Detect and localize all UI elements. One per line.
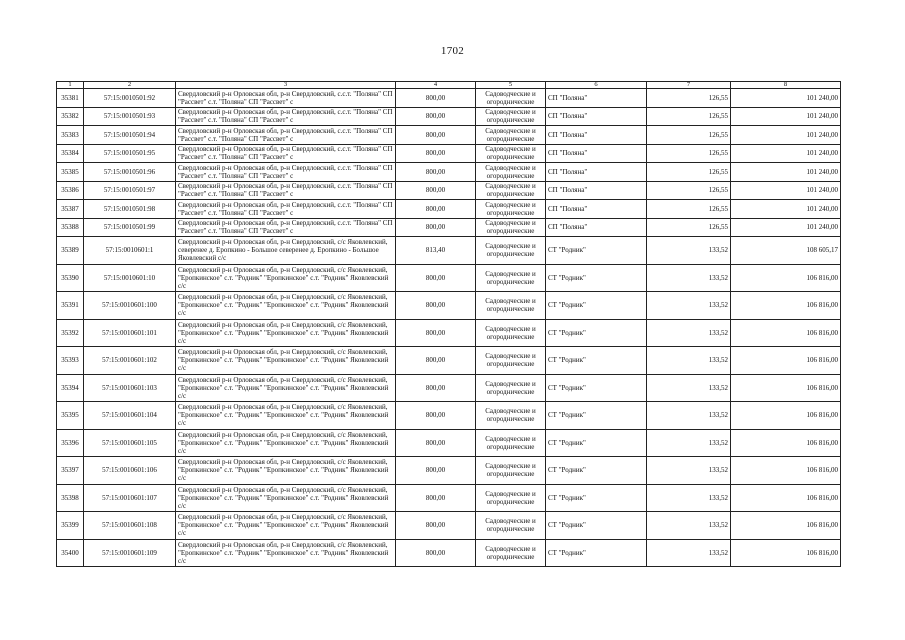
cadastral-value: 106 816,00: [731, 347, 841, 375]
land-use: Садоводческие и огороднические: [476, 539, 546, 567]
parcel-number: 35400: [57, 539, 84, 567]
cadastral-value: 101 240,00: [731, 107, 841, 126]
specific-cadastral-value: 133,52: [647, 484, 731, 512]
organization-name: СТ "Родник": [546, 264, 647, 292]
organization-name: СП "Поляна": [546, 126, 647, 145]
parcel-number: 35393: [57, 347, 84, 375]
cadastral-number: 57:15:0010501:93: [84, 107, 176, 126]
parcel-area: 800,00: [396, 292, 476, 320]
land-use: Садоводческие и огороднические: [476, 163, 546, 182]
cadastral-value: 106 816,00: [731, 457, 841, 485]
table-row: [57, 374, 841, 402]
specific-cadastral-value: 133,52: [647, 374, 731, 402]
parcel-address: Свердловский р-н Орловская обл, р-н Свердловский, с/с Яковлевский, "Еропкинское" с.т. "Родник" "Еропкинское" с.т. "Родник" Яковлевский с/с: [176, 402, 396, 430]
organization-name: СП "Поляна": [546, 144, 647, 163]
cadastral-number: 57:15:0010601:101: [84, 319, 176, 347]
parcel-address: Свердловский р-н Орловская обл, р-н Свердловский, с/с Яковлевский, "Еропкинское" с.т. "Родник" "Еропкинское" с.т. "Родник" Яковлевский с/с: [176, 539, 396, 567]
parcel-number: 35386: [57, 181, 84, 200]
cadastral-number: 57:15:0010501:95: [84, 144, 176, 163]
cadastral-number: 57:15:0010501:97: [84, 181, 176, 200]
land-use: Садоводческие и огороднические: [476, 218, 546, 237]
parcel-number: 35395: [57, 402, 84, 430]
cadastral-value: 101 240,00: [731, 144, 841, 163]
cadastral-value: 106 816,00: [731, 264, 841, 292]
parcel-area: 800,00: [396, 539, 476, 567]
cadastral-value: 101 240,00: [731, 218, 841, 237]
parcel-number: 35384: [57, 144, 84, 163]
parcel-area: 800,00: [396, 218, 476, 237]
specific-cadastral-value: 133,52: [647, 539, 731, 567]
parcel-number: 35390: [57, 264, 84, 292]
parcel-address: Свердловский р-н Орловская обл, р-н Свердловский, с.с.т. "Поляна" СП "Рассвет" с.т. "Поляна" СП "Рассвет" с: [176, 163, 396, 182]
cadastral-value: 101 240,00: [731, 181, 841, 200]
organization-name: СТ "Родник": [546, 319, 647, 347]
parcel-area: 800,00: [396, 374, 476, 402]
column-number: 7: [647, 82, 731, 89]
land-registry-table: [56, 81, 841, 567]
cadastral-number: 57:15:0010501:94: [84, 126, 176, 145]
parcel-address: Свердловский р-н Орловская обл, р-н Свердловский, с.с.т. "Поляна" СП "Рассвет" с.т. "Поляна" СП "Рассвет" с: [176, 89, 396, 108]
land-use: Садоводческие и огороднические: [476, 374, 546, 402]
cadastral-value: 106 816,00: [731, 402, 841, 430]
land-use: Садоводческие и огороднические: [476, 484, 546, 512]
parcel-area: 800,00: [396, 457, 476, 485]
table-row: [57, 512, 841, 540]
organization-name: СП "Поляна": [546, 181, 647, 200]
table-row: [57, 484, 841, 512]
cadastral-number: 57:15:0010601:109: [84, 539, 176, 567]
parcel-number: 35399: [57, 512, 84, 540]
cadastral-value: 106 816,00: [731, 484, 841, 512]
parcel-address: Свердловский р-н Орловская обл, р-н Свердловский, с.с.т. "Поляна" СП "Рассвет" с.т. "Поляна" СП "Рассвет" с: [176, 181, 396, 200]
parcel-area: 800,00: [396, 512, 476, 540]
parcel-area: 800,00: [396, 264, 476, 292]
parcel-area: 800,00: [396, 200, 476, 219]
organization-name: СТ "Родник": [546, 402, 647, 430]
specific-cadastral-value: 126,55: [647, 126, 731, 145]
table-row: [57, 292, 841, 320]
specific-cadastral-value: 133,52: [647, 264, 731, 292]
specific-cadastral-value: 133,52: [647, 429, 731, 457]
table-row: [57, 218, 841, 237]
land-use: Садоводческие и огороднические: [476, 181, 546, 200]
parcel-address: Свердловский р-н Орловская обл, р-н Свердловский, с.с.т. "Поляна" СП "Рассвет" с.т. "Поляна" СП "Рассвет" с: [176, 144, 396, 163]
parcel-number: 35385: [57, 163, 84, 182]
cadastral-value: 106 816,00: [731, 319, 841, 347]
table-row: [57, 107, 841, 126]
parcel-number: 35397: [57, 457, 84, 485]
land-use: Садоводческие и огороднические: [476, 512, 546, 540]
parcel-address: Свердловский р-н Орловская обл, р-н Свердловский, с.с.т. "Поляна" СП "Рассвет" с.т. "Поляна" СП "Рассвет" с: [176, 218, 396, 237]
parcel-number: 35389: [57, 237, 84, 265]
organization-name: СТ "Родник": [546, 484, 647, 512]
organization-name: СП "Поляна": [546, 163, 647, 182]
organization-name: СТ "Родник": [546, 374, 647, 402]
cadastral-value: 106 816,00: [731, 374, 841, 402]
cadastral-number: 57:15:0010501:92: [84, 89, 176, 108]
cadastral-value: 101 240,00: [731, 163, 841, 182]
specific-cadastral-value: 126,55: [647, 181, 731, 200]
land-use: Садоводческие и огороднические: [476, 457, 546, 485]
cadastral-value: 108 605,17: [731, 237, 841, 265]
specific-cadastral-value: 133,52: [647, 402, 731, 430]
cadastral-number: 57:15:0010601:106: [84, 457, 176, 485]
column-number: 1: [57, 82, 84, 89]
table-row: [57, 429, 841, 457]
specific-cadastral-value: 126,55: [647, 89, 731, 108]
land-use: Садоводческие и огороднические: [476, 402, 546, 430]
parcel-address: Свердловский р-н Орловская обл, р-н Свердловский, с.с.т. "Поляна" СП "Рассвет" с.т. "Поляна" СП "Рассвет" с: [176, 200, 396, 219]
organization-name: СТ "Родник": [546, 539, 647, 567]
land-use: Садоводческие и огороднические: [476, 89, 546, 108]
land-use: Садоводческие и огороднические: [476, 347, 546, 375]
table-row: [57, 144, 841, 163]
cadastral-number: 57:15:0010601:108: [84, 512, 176, 540]
parcel-address: Свердловский р-н Орловская обл, р-н Свердловский, с/с Яковлевский, "Еропкинское" с.т. "Родник" "Еропкинское" с.т. "Родник" Яковлевский с/с: [176, 374, 396, 402]
table-row: [57, 457, 841, 485]
specific-cadastral-value: 126,55: [647, 144, 731, 163]
parcel-address: Свердловский р-н Орловская обл, р-н Свердловский, с/с Яковлевский, "Еропкинское" с.т. "Родник" "Еропкинское" с.т. "Родник" Яковлевский с/с: [176, 347, 396, 375]
cadastral-value: 101 240,00: [731, 200, 841, 219]
specific-cadastral-value: 126,55: [647, 107, 731, 126]
parcel-address: Свердловский р-н Орловская обл, р-н Свердловский, с/с Яковлевский, "Еропкинское" с.т. "Родник" "Еропкинское" с.т. "Родник" Яковлевский с/с: [176, 319, 396, 347]
parcel-number: 35391: [57, 292, 84, 320]
parcel-number: 35396: [57, 429, 84, 457]
organization-name: СП "Поляна": [546, 218, 647, 237]
cadastral-value: 101 240,00: [731, 126, 841, 145]
cadastral-number: 57:15:0010601:105: [84, 429, 176, 457]
column-number: 6: [546, 82, 647, 89]
parcel-area: 800,00: [396, 429, 476, 457]
parcel-address: Свердловский р-н Орловская обл, р-н Свердловский, с/с Яковлевский, "Еропкинское" с.т. "Родник" "Еропкинское" с.т. "Родник" Яковлевский с/с: [176, 292, 396, 320]
column-number: 4: [396, 82, 476, 89]
parcel-number: 35382: [57, 107, 84, 126]
table-row: [57, 539, 841, 567]
cadastral-number: 57:15:0010601:10: [84, 264, 176, 292]
cadastral-number: 57:15:0010601:1: [84, 237, 176, 265]
organization-name: СП "Поляна": [546, 200, 647, 219]
parcel-address: Свердловский р-н Орловская обл, р-н Свердловский, с/с Яковлевский, "Еропкинское" с.т. "Родник" "Еропкинское" с.т. "Родник" Яковлевский с/с: [176, 457, 396, 485]
cadastral-number: 57:15:0010601:100: [84, 292, 176, 320]
specific-cadastral-value: 133,52: [647, 292, 731, 320]
land-use: Садоводческие и огороднические: [476, 200, 546, 219]
cadastral-value: 106 816,00: [731, 512, 841, 540]
parcel-number: 35392: [57, 319, 84, 347]
cadastral-value: 106 816,00: [731, 292, 841, 320]
specific-cadastral-value: 133,52: [647, 457, 731, 485]
parcel-area: 800,00: [396, 89, 476, 108]
parcel-area: 800,00: [396, 163, 476, 182]
table-row: [57, 126, 841, 145]
parcel-address: Свердловский р-н Орловская обл, р-н Свердловский, с/с Яковлевский, "Еропкинское" с.т. "Родник" "Еропкинское" с.т. "Родник" Яковлевский с/с: [176, 429, 396, 457]
parcel-address: Свердловский р-н Орловская обл, р-н Свердловский, с/с Яковлевский, "Еропкинское" с.т. "Родник" "Еропкинское" с.т. "Родник" Яковлевский с/с: [176, 264, 396, 292]
column-number: 3: [176, 82, 396, 89]
land-use: Садоводческие и огороднические: [476, 319, 546, 347]
land-use: Садоводческие и огороднические: [476, 264, 546, 292]
cadastral-number: 57:15:0010601:107: [84, 484, 176, 512]
column-number: 2: [84, 82, 176, 89]
organization-name: СП "Поляна": [546, 89, 647, 108]
land-use: Садоводческие и огороднические: [476, 107, 546, 126]
parcel-area: 800,00: [396, 484, 476, 512]
table-row: [57, 347, 841, 375]
parcel-address: Свердловский р-н Орловская обл, р-н Свердловский, с/с Яковлевский, "Еропкинское" с.т. "Родник" "Еропкинское" с.т. "Родник" Яковлевский с/с: [176, 512, 396, 540]
land-use: Садоводческие и огороднические: [476, 126, 546, 145]
parcel-area: 800,00: [396, 181, 476, 200]
parcel-address: Свердловский р-н Орловская обл, р-н Свердловский, с.с.т. "Поляна" СП "Рассвет" с.т. "Поляна" СП "Рассвет" с: [176, 126, 396, 145]
specific-cadastral-value: 133,52: [647, 512, 731, 540]
parcel-area: 800,00: [396, 144, 476, 163]
parcel-number: 35383: [57, 126, 84, 145]
parcel-area: 813,40: [396, 237, 476, 265]
land-use: Садоводческие и огороднические: [476, 144, 546, 163]
parcel-number: 35388: [57, 218, 84, 237]
page-number: 1702: [440, 45, 465, 57]
specific-cadastral-value: 133,52: [647, 319, 731, 347]
parcel-address: Свердловский р-н Орловская обл, р-н Свердловский, с.с.т. "Поляна" СП "Рассвет" с.т. "Поляна" СП "Рассвет" с: [176, 107, 396, 126]
specific-cadastral-value: 126,55: [647, 163, 731, 182]
parcel-area: 800,00: [396, 126, 476, 145]
organization-name: СП "Поляна": [546, 107, 647, 126]
specific-cadastral-value: 133,52: [647, 347, 731, 375]
organization-name: СТ "Родник": [546, 292, 647, 320]
table-row: [57, 402, 841, 430]
table-row: [57, 319, 841, 347]
parcel-area: 800,00: [396, 347, 476, 375]
column-number: 5: [476, 82, 546, 89]
parcel-address: Свердловский р-н Орловская обл, р-н Свердловский, с/с Яковлевский, северенее д. Еропкино - Большое северенее д. Еропкино - Большое Яковлевский с/с: [176, 237, 396, 265]
column-number: 8: [731, 82, 841, 89]
parcel-number: 35381: [57, 89, 84, 108]
parcel-area: 800,00: [396, 402, 476, 430]
cadastral-value: 106 816,00: [731, 429, 841, 457]
organization-name: СТ "Родник": [546, 512, 647, 540]
cadastral-number: 57:15:0010501:96: [84, 163, 176, 182]
specific-cadastral-value: 133,52: [647, 237, 731, 265]
organization-name: СТ "Родник": [546, 347, 647, 375]
cadastral-number: 57:15:0010501:98: [84, 200, 176, 219]
table-row: [57, 163, 841, 182]
cadastral-value: 101 240,00: [731, 89, 841, 108]
cadastral-number: 57:15:0010501:99: [84, 218, 176, 237]
cadastral-number: 57:15:0010601:104: [84, 402, 176, 430]
table-row: [57, 200, 841, 219]
parcel-number: 35387: [57, 200, 84, 219]
specific-cadastral-value: 126,55: [647, 218, 731, 237]
parcel-number: 35394: [57, 374, 84, 402]
table-row: [57, 264, 841, 292]
table-row: [57, 181, 841, 200]
parcel-area: 800,00: [396, 107, 476, 126]
organization-name: СТ "Родник": [546, 429, 647, 457]
parcel-number: 35398: [57, 484, 84, 512]
table-row: [57, 237, 841, 265]
cadastral-number: 57:15:0010601:103: [84, 374, 176, 402]
table-row: [57, 89, 841, 108]
land-use: Садоводческие и огороднические: [476, 292, 546, 320]
organization-name: СТ "Родник": [546, 237, 647, 265]
cadastral-number: 57:15:0010601:102: [84, 347, 176, 375]
land-use: Садоводческие и огороднические: [476, 429, 546, 457]
cadastral-value: 106 816,00: [731, 539, 841, 567]
parcel-address: Свердловский р-н Орловская обл, р-н Свердловский, с/с Яковлевский, "Еропкинское" с.т. "Родник" "Еропкинское" с.т. "Родник" Яковлевский с/с: [176, 484, 396, 512]
organization-name: СТ "Родник": [546, 457, 647, 485]
parcel-area: 800,00: [396, 319, 476, 347]
land-use: Садоводческие и огороднические: [476, 237, 546, 265]
column-number-row: [57, 82, 841, 89]
specific-cadastral-value: 126,55: [647, 200, 731, 219]
